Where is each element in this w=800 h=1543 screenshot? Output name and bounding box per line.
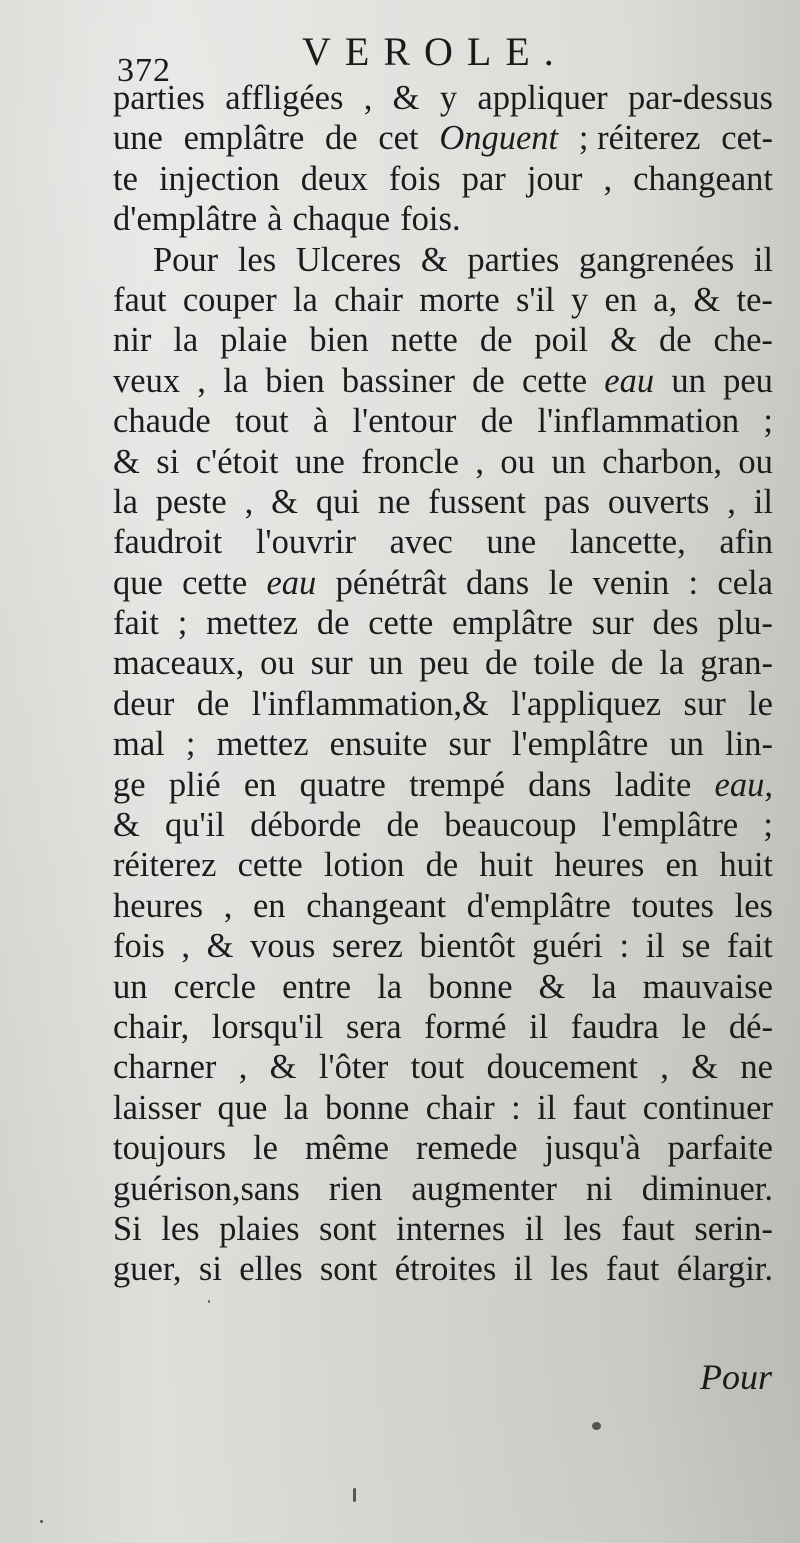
text-word: heures [554, 846, 645, 885]
text-word: sur [591, 604, 634, 643]
text-word: gangrenées [578, 240, 735, 279]
text-word: il [529, 1007, 549, 1046]
text-line [113, 643, 773, 683]
text-word: l'emplâtre [511, 725, 649, 764]
text-word: plu- [717, 604, 773, 643]
text-word: morte [419, 280, 500, 319]
text-word: cette [368, 604, 434, 643]
text-word: lotion [323, 846, 405, 885]
text-word: peu [419, 644, 470, 683]
text-word: réiterez [113, 846, 217, 885]
text-word: ou [738, 442, 773, 481]
text-line [113, 240, 773, 280]
ink-speck [40, 1520, 43, 1523]
text-word: trempé [409, 765, 505, 804]
text-word: cette [237, 846, 303, 885]
text-word: ; réiterez [578, 119, 701, 158]
text-word: emplâtre [452, 604, 573, 643]
text-word: parties [467, 240, 560, 279]
text-word: jusqu'à [544, 1129, 641, 1168]
catchword: Pour [700, 1357, 772, 1397]
text-line [113, 1169, 773, 1209]
text-word: de [425, 846, 459, 885]
text-word: chair [425, 1088, 495, 1127]
text-word: & [113, 806, 140, 845]
text-word: c'étoit [195, 442, 279, 481]
text-word: rien [328, 1169, 383, 1208]
text-word: il [645, 927, 665, 966]
text-word: parfaite [667, 1129, 773, 1168]
text-word: bonne [325, 1088, 410, 1127]
text-word: & [392, 79, 420, 117]
text-word: les [550, 1250, 589, 1289]
text-word: la [292, 280, 318, 319]
text-word: l'appliquez [511, 684, 662, 723]
text-line [113, 1007, 773, 1047]
text-word: & [420, 240, 448, 279]
text-word: faut [572, 1088, 627, 1127]
text-line [113, 765, 773, 805]
text-line [113, 159, 773, 199]
text-word: appliquer [477, 79, 608, 117]
text-word: de [480, 402, 514, 441]
text-word: te [113, 159, 138, 198]
text-word: chair [334, 280, 404, 319]
text-word: changeant [306, 886, 447, 925]
text-word: bonne [428, 967, 513, 1006]
text-word: que [217, 1088, 268, 1127]
text-word: de [316, 604, 350, 643]
text-word: fois [388, 159, 441, 198]
text-word: si [198, 1250, 222, 1289]
text-word: te- [736, 280, 773, 319]
text-word: faut [621, 1209, 675, 1248]
text-word: cet [378, 119, 419, 158]
text-word: la [591, 967, 617, 1006]
text-word: sur [448, 725, 491, 764]
text-word: & [113, 442, 140, 481]
text-line [113, 361, 773, 401]
text-word: il [524, 1209, 544, 1248]
text-word: de [610, 644, 644, 683]
text-word: à [312, 402, 329, 441]
text-word: à [267, 200, 283, 239]
text-word: , [363, 79, 373, 117]
text-word: sera [345, 1007, 402, 1046]
text-word: cette [182, 563, 248, 602]
text-word: & [206, 927, 234, 966]
text-word: mettez [216, 725, 309, 764]
text-word: de [472, 361, 505, 400]
text-word: laisser [113, 1088, 202, 1127]
text-word: ne [740, 1048, 773, 1087]
text-word: le [748, 684, 773, 723]
text-word: l'emplâtre [601, 806, 739, 845]
text-word: quatre [299, 765, 386, 804]
text-word: nette [390, 321, 458, 360]
text-word: un [368, 644, 404, 683]
text-word: huit [719, 846, 773, 885]
text-word: ouverts [607, 482, 710, 521]
text-line [113, 1249, 773, 1289]
text-line [113, 926, 773, 966]
text-word: veux [113, 361, 181, 400]
text-word: un [551, 442, 586, 481]
ink-speck [208, 1300, 210, 1303]
text-word: ge [113, 765, 146, 804]
text-word: emplâtre [183, 119, 305, 158]
text-word: chair, [113, 1007, 190, 1046]
text-word: & [271, 482, 298, 521]
text-line [113, 1209, 773, 1249]
text-word: : [688, 563, 699, 602]
text-word: toile [533, 644, 595, 683]
text-word: serin- [694, 1209, 773, 1248]
text-word: mauvaise [642, 967, 773, 1006]
text-word: eau [604, 361, 655, 400]
text-word: , [603, 159, 613, 198]
text-word: diminuer. [641, 1169, 773, 1208]
text-word: il [513, 1250, 533, 1289]
text-word: charbon, [602, 442, 722, 481]
text-word: tout [234, 402, 289, 441]
text-word: fait [113, 604, 159, 643]
text-word: il [537, 1088, 557, 1127]
text-word: vous [250, 927, 316, 966]
text-word: couper [182, 280, 277, 319]
text-line [113, 280, 773, 320]
text-word: ladite [614, 765, 692, 804]
text-word: le [253, 1129, 278, 1168]
text-word: la [659, 644, 685, 683]
text-word: cercle [173, 967, 256, 1006]
text-word: mettez [206, 604, 299, 643]
text-word: nir [113, 321, 152, 360]
text-word: de [484, 644, 518, 683]
text-word: plié [168, 765, 221, 804]
text-word: changeant [633, 159, 773, 198]
text-line [113, 967, 773, 1007]
text-word: , [660, 1048, 669, 1087]
text-word: & [610, 321, 637, 360]
text-word: Ulceres [295, 240, 402, 279]
text-word: guérison,sans [113, 1169, 300, 1208]
ink-speck [592, 1422, 601, 1430]
text-word: faut [113, 280, 167, 319]
text-word: parties [113, 79, 205, 117]
text-word: la [223, 361, 249, 400]
text-word: la [377, 967, 403, 1006]
text-word: ; [185, 725, 196, 764]
text-word: d'emplâtre [466, 886, 611, 925]
text-word: l'inflammation,& [251, 684, 489, 723]
text-line [113, 522, 773, 562]
text-word: maceaux, [113, 644, 245, 683]
text-word: dans [528, 765, 592, 804]
page-number: 372 [117, 52, 171, 89]
text-word: chaque [292, 200, 391, 239]
text-word: bien [309, 321, 369, 360]
text-word: de [325, 119, 358, 158]
text-word: en [665, 846, 699, 885]
text-line [113, 482, 773, 522]
text-word: & [538, 967, 566, 1006]
text-word: Onguent [439, 119, 559, 158]
text-word: che- [713, 321, 773, 360]
text-line [113, 442, 773, 482]
text-word: elles [239, 1250, 303, 1289]
text-word: peu [723, 361, 773, 400]
text-word: fussent [428, 482, 527, 521]
text-line [113, 1047, 773, 1087]
text-word: les [563, 1209, 602, 1248]
text-word: afin [719, 523, 773, 562]
text-line [113, 724, 773, 764]
text-word: entre [282, 967, 352, 1006]
text-word: dans [465, 563, 530, 602]
text-word: eau [266, 563, 317, 602]
text-word: l'ouvrir [255, 523, 356, 562]
text-line [113, 78, 773, 118]
text-word: & [693, 280, 721, 319]
text-word: : [511, 1088, 521, 1127]
text-word: si [156, 442, 180, 481]
text-word: & [691, 1048, 719, 1087]
text-word: l'ôter [318, 1048, 389, 1087]
text-word: tout [410, 1048, 465, 1087]
text-word: deux [300, 159, 368, 198]
text-line [113, 805, 773, 845]
text-word: serez [331, 927, 403, 966]
text-word: la [173, 321, 199, 360]
text-word: que [113, 563, 163, 602]
text-word: charner [113, 1048, 217, 1087]
text-word: s'il [515, 280, 555, 319]
body-text [113, 78, 773, 1290]
text-word: guéri [531, 927, 603, 966]
text-word: plaies [219, 1209, 300, 1248]
text-word: sont [319, 1209, 377, 1248]
text-word: : [619, 927, 630, 966]
text-word: en [243, 765, 277, 804]
text-word: peste [155, 482, 227, 521]
text-word: pénétrât [335, 563, 447, 602]
text-word: lorsqu'il [211, 1007, 324, 1046]
text-line [113, 684, 773, 724]
text-word: cette [521, 361, 588, 400]
text-word: , [197, 361, 206, 400]
text-word: deur [113, 684, 175, 723]
text-word: en [252, 886, 286, 925]
text-line [113, 603, 773, 643]
text-word: doucement [486, 1048, 638, 1087]
text-word: toutes [631, 886, 714, 925]
text-word: de [386, 806, 420, 845]
text-line [113, 401, 773, 441]
text-word: le [681, 1007, 707, 1046]
ink-speck [353, 1488, 356, 1502]
text-word: l'entour [352, 402, 457, 441]
text-word: froncle [361, 442, 459, 481]
text-word: de [479, 321, 513, 360]
text-word: ; [763, 806, 773, 845]
text-word: fois [113, 927, 165, 966]
text-word: bassiner [341, 361, 455, 400]
text-word: par-dessus [628, 79, 773, 117]
text-word: un [669, 725, 704, 764]
text-word: eau, [714, 765, 773, 804]
text-word: plaie [220, 321, 288, 360]
text-word: un [671, 361, 706, 400]
text-word: sont [319, 1250, 378, 1289]
text-word: étroites [394, 1250, 497, 1289]
text-word: ; [177, 604, 188, 643]
text-word: bien [265, 361, 325, 400]
text-word: une [113, 119, 163, 158]
text-word: fois. [400, 200, 461, 239]
text-word: avec [389, 523, 453, 562]
text-word: pas [543, 482, 590, 521]
text-word: , [727, 482, 736, 521]
text-word: beaucoup [444, 806, 577, 845]
text-line [113, 845, 773, 885]
text-word: , [238, 1048, 248, 1087]
text-word: faut [605, 1250, 660, 1289]
text-word: lancette, [569, 523, 686, 562]
text-word: injection [158, 159, 280, 198]
text-line [113, 320, 773, 360]
text-word: jour [526, 159, 583, 198]
text-word: internes [396, 1209, 506, 1248]
text-word: , [244, 482, 254, 521]
text-word: , [475, 442, 484, 481]
text-word: déborde [250, 806, 362, 845]
text-word: les [237, 240, 277, 279]
text-word: dé- [728, 1007, 773, 1046]
running-head: VEROLE. [302, 29, 568, 74]
text-word: faudroit [113, 523, 223, 562]
text-word: d'emplâtre [113, 200, 258, 239]
text-word: faudra [570, 1007, 659, 1046]
text-word: ou [500, 442, 535, 481]
text-word: en [604, 280, 638, 319]
text-word: cet- [721, 119, 773, 158]
text-word: ne [377, 482, 411, 521]
text-word: Si [113, 1209, 142, 1248]
text-word: des [652, 604, 699, 643]
text-word: par [461, 159, 506, 198]
text-word: qui [315, 482, 360, 521]
text-word: mal [113, 725, 165, 764]
text-word: il [753, 240, 773, 279]
text-word: sur [683, 684, 726, 723]
text-line [113, 118, 773, 158]
text-word: lin- [725, 725, 773, 764]
text-word: fait [726, 927, 773, 966]
text-word: a, [653, 280, 678, 319]
text-line [113, 1088, 773, 1128]
text-word: de [658, 321, 692, 360]
text-word: venin [592, 563, 670, 602]
text-line [113, 1128, 773, 1168]
text-word: un [113, 967, 148, 1006]
text-word: remede [416, 1129, 518, 1168]
text-word: , [181, 927, 191, 966]
text-word: une [294, 442, 345, 481]
text-word: ni [585, 1169, 613, 1208]
text-word: y [570, 280, 589, 319]
text-line [113, 886, 773, 926]
text-word: il [753, 482, 773, 521]
text-word: qu'il [165, 806, 225, 845]
text-word: gran- [700, 644, 773, 683]
text-word: , [223, 886, 233, 925]
text-word: y [439, 79, 458, 117]
text-word: se [681, 927, 711, 966]
text-word: les [161, 1209, 200, 1248]
text-word: le [548, 563, 574, 602]
text-word: l'inflammation [537, 402, 740, 441]
text-word: ou [260, 644, 295, 683]
text-line [113, 563, 773, 603]
text-word: & [269, 1048, 297, 1087]
text-word: la [283, 1088, 309, 1127]
text-word: Pour [153, 240, 219, 279]
text-word: augmenter [411, 1169, 557, 1208]
text-word: toujours [113, 1129, 227, 1168]
text-word: élargir. [676, 1250, 773, 1289]
text-word: sur [310, 644, 353, 683]
text-word: ; [763, 402, 773, 441]
text-word: poil [534, 321, 589, 360]
text-line [113, 199, 773, 239]
text-word: une [486, 523, 537, 562]
text-word: ensuite [329, 725, 428, 764]
text-word: heures [113, 886, 204, 925]
text-word: de [196, 684, 230, 723]
text-word: continuer [642, 1088, 773, 1127]
text-word: huit [479, 846, 534, 885]
text-word: cela [717, 563, 773, 602]
text-word: guer, [113, 1250, 182, 1289]
text-word: même [304, 1129, 390, 1168]
text-word: les [734, 886, 773, 925]
text-word: chaude [113, 402, 211, 441]
text-word: formé [424, 1007, 507, 1046]
text-word: affligées [225, 79, 344, 117]
text-word: bientôt [419, 927, 516, 966]
text-word: la [113, 482, 138, 521]
